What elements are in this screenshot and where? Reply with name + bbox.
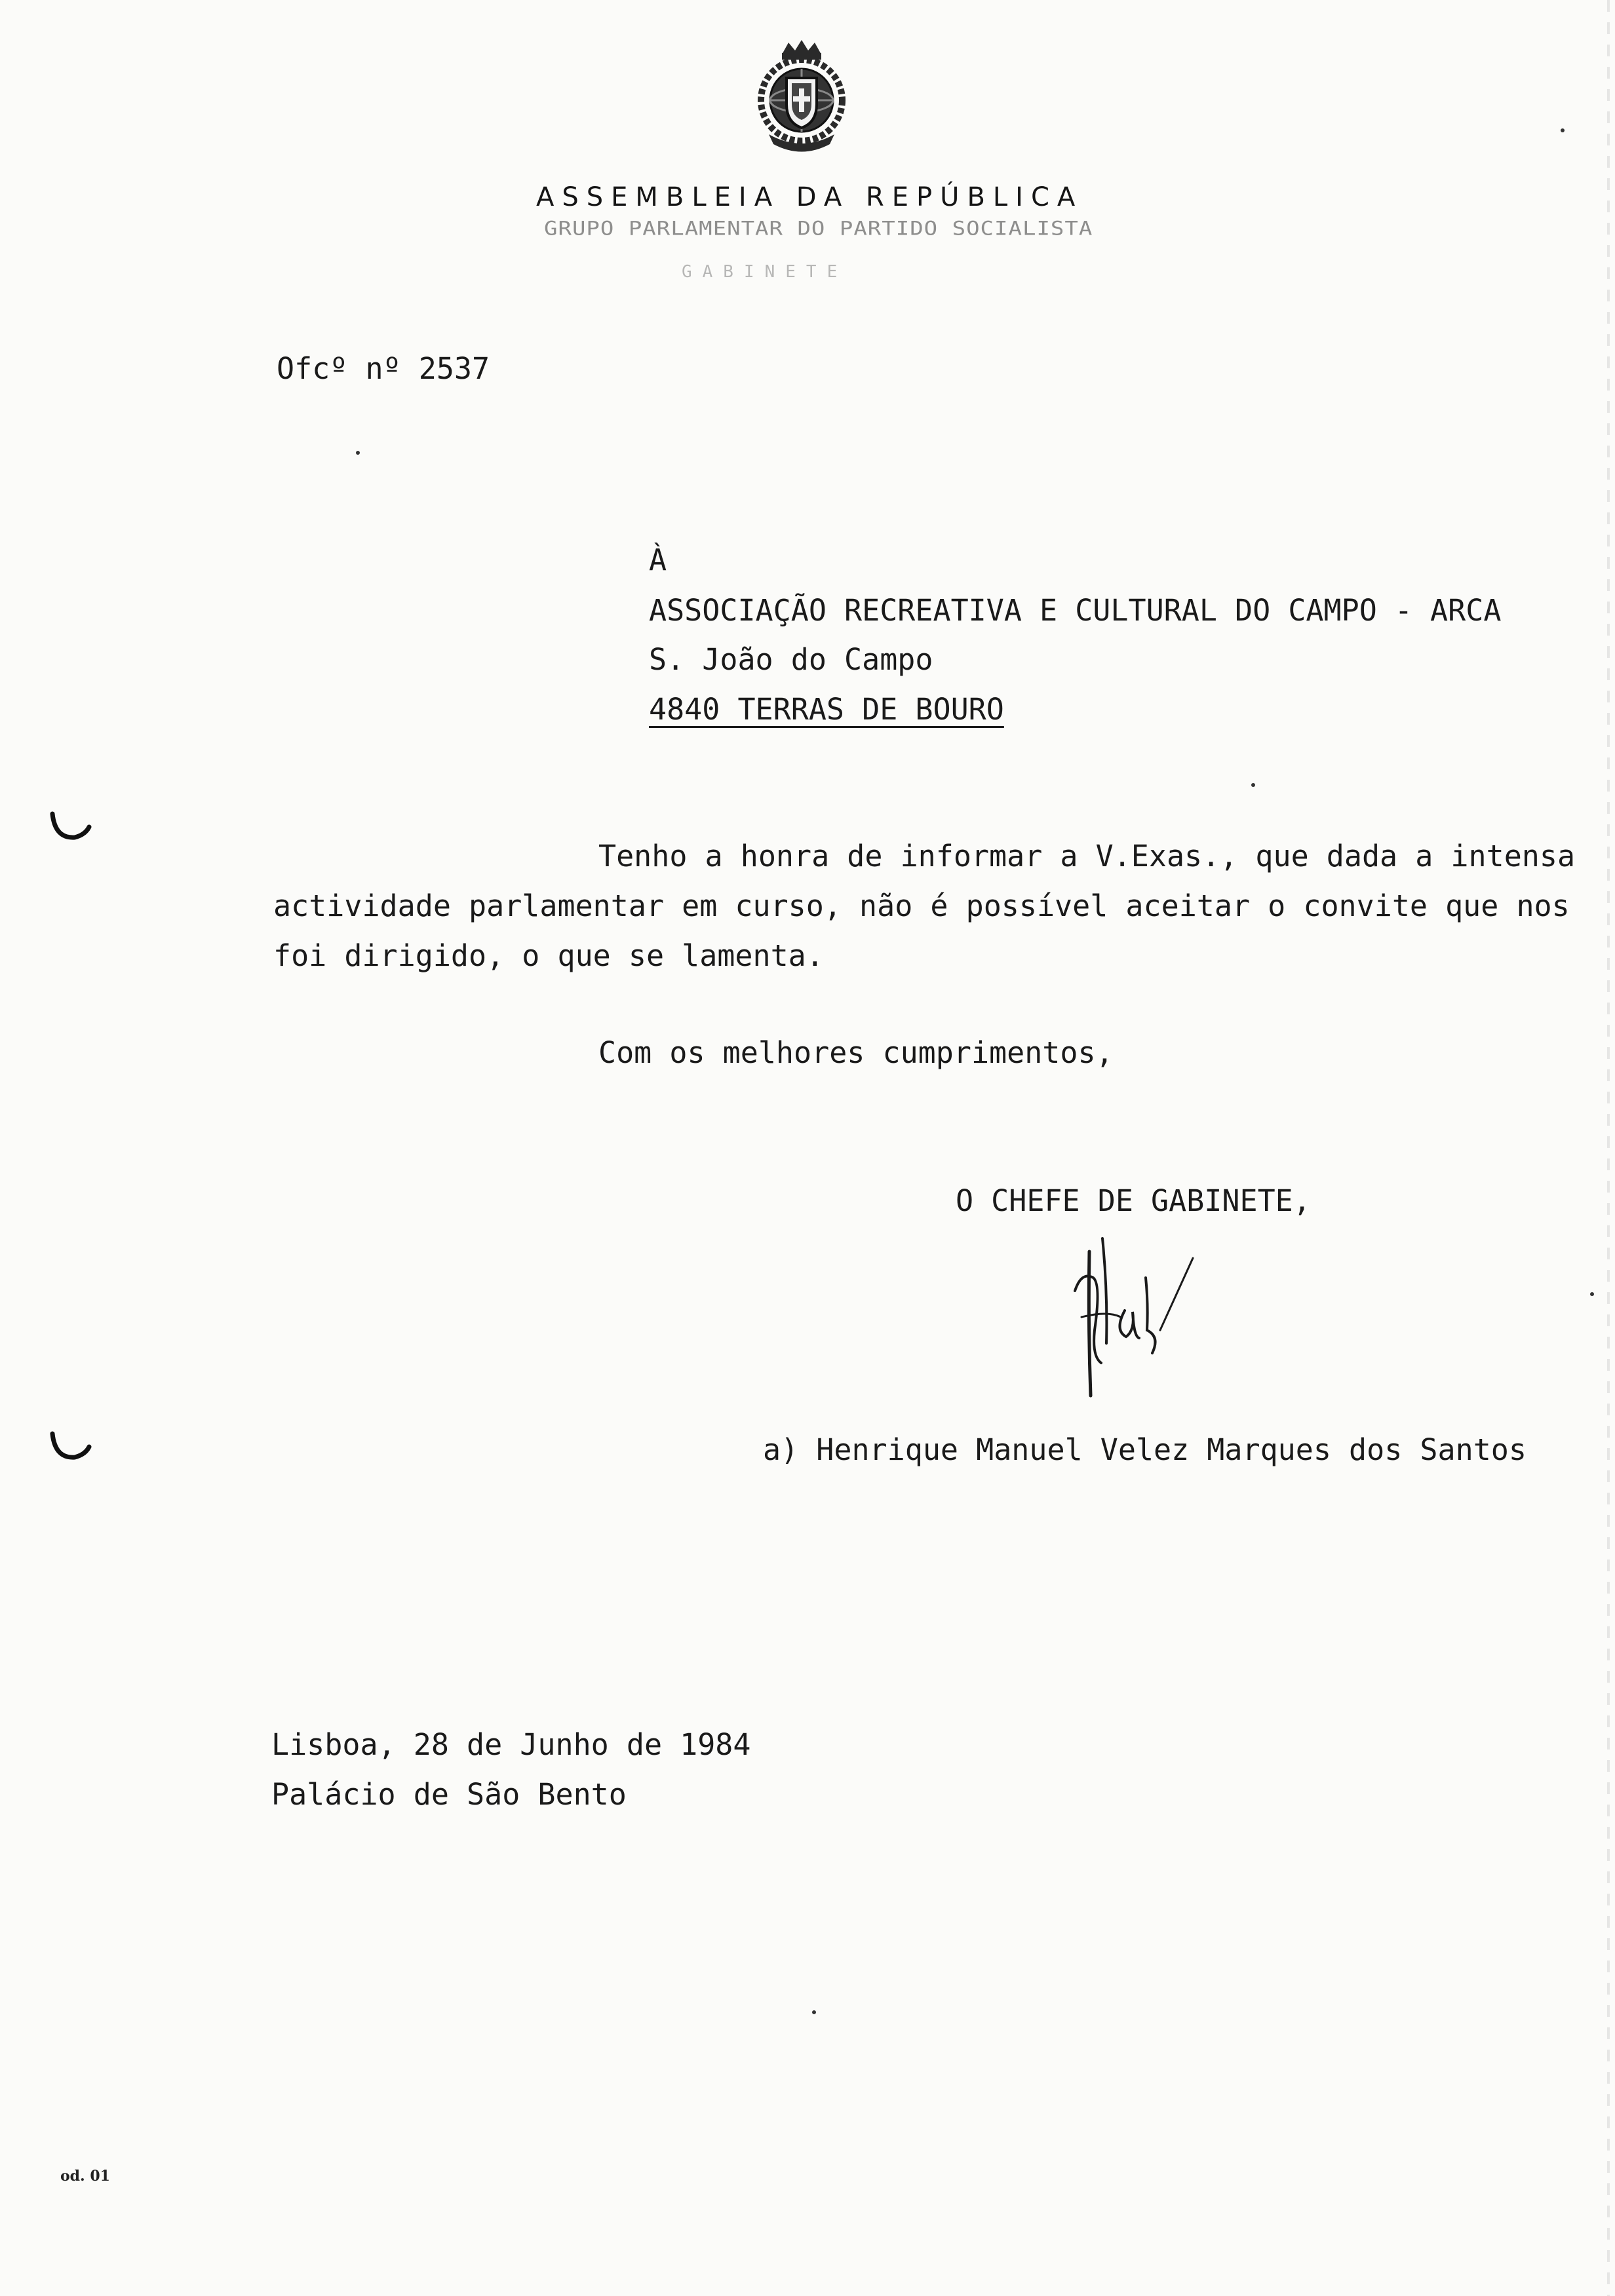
addressee-salutation: À: [649, 543, 667, 577]
addressee-postal: 4840 TERRAS DE BOURO: [649, 692, 1004, 727]
scan-speck: [1561, 128, 1565, 132]
office-stamp: GABINETE: [682, 262, 848, 282]
closing-phrase: Com os melhores cumprimentos,: [598, 1035, 1114, 1070]
body-line-3: foi dirigido, o que se lamenta.: [273, 938, 824, 973]
scan-speck: [1590, 1292, 1594, 1296]
letter-place: Palácio de São Bento: [271, 1777, 627, 1812]
body-line-1: Tenho a honra de informar a V.Exas., que dada a intensa: [598, 839, 1576, 873]
scan-speck: [356, 451, 360, 455]
group-stamp: GRUPO PARLAMENTAR DO PARTIDO SOCIALISTA: [544, 218, 1093, 240]
reference-number: Ofcº nº 2537: [277, 351, 490, 386]
punch-hole-mark: [47, 1421, 93, 1466]
addressee-locality: S. João do Campo: [649, 642, 933, 677]
signatory-title: O CHEFE DE GABINETE,: [956, 1183, 1311, 1218]
letter-date: Lisboa, 28 de Junho de 1984: [271, 1727, 751, 1762]
scan-edge: [1607, 0, 1610, 2296]
scan-speck: [1251, 783, 1255, 787]
institution-name: ASSEMBLEIA DA REPÚBLICA: [536, 182, 1083, 212]
scan-speck: [812, 2010, 816, 2014]
coat-of-arms-icon: [752, 36, 851, 154]
handwritten-signature: [1062, 1232, 1206, 1409]
body-line-2: actividade parlamentar em curso, não é possível aceitar o convite que nos: [273, 889, 1570, 923]
form-code: od. 01: [60, 2168, 110, 2185]
punch-hole-mark: [47, 801, 93, 847]
signatory-name: a) Henrique Manuel Velez Marques dos Santos: [763, 1432, 1527, 1467]
addressee-name: ASSOCIAÇÃO RECREATIVA E CULTURAL DO CAMPO - ARCA: [649, 593, 1502, 628]
